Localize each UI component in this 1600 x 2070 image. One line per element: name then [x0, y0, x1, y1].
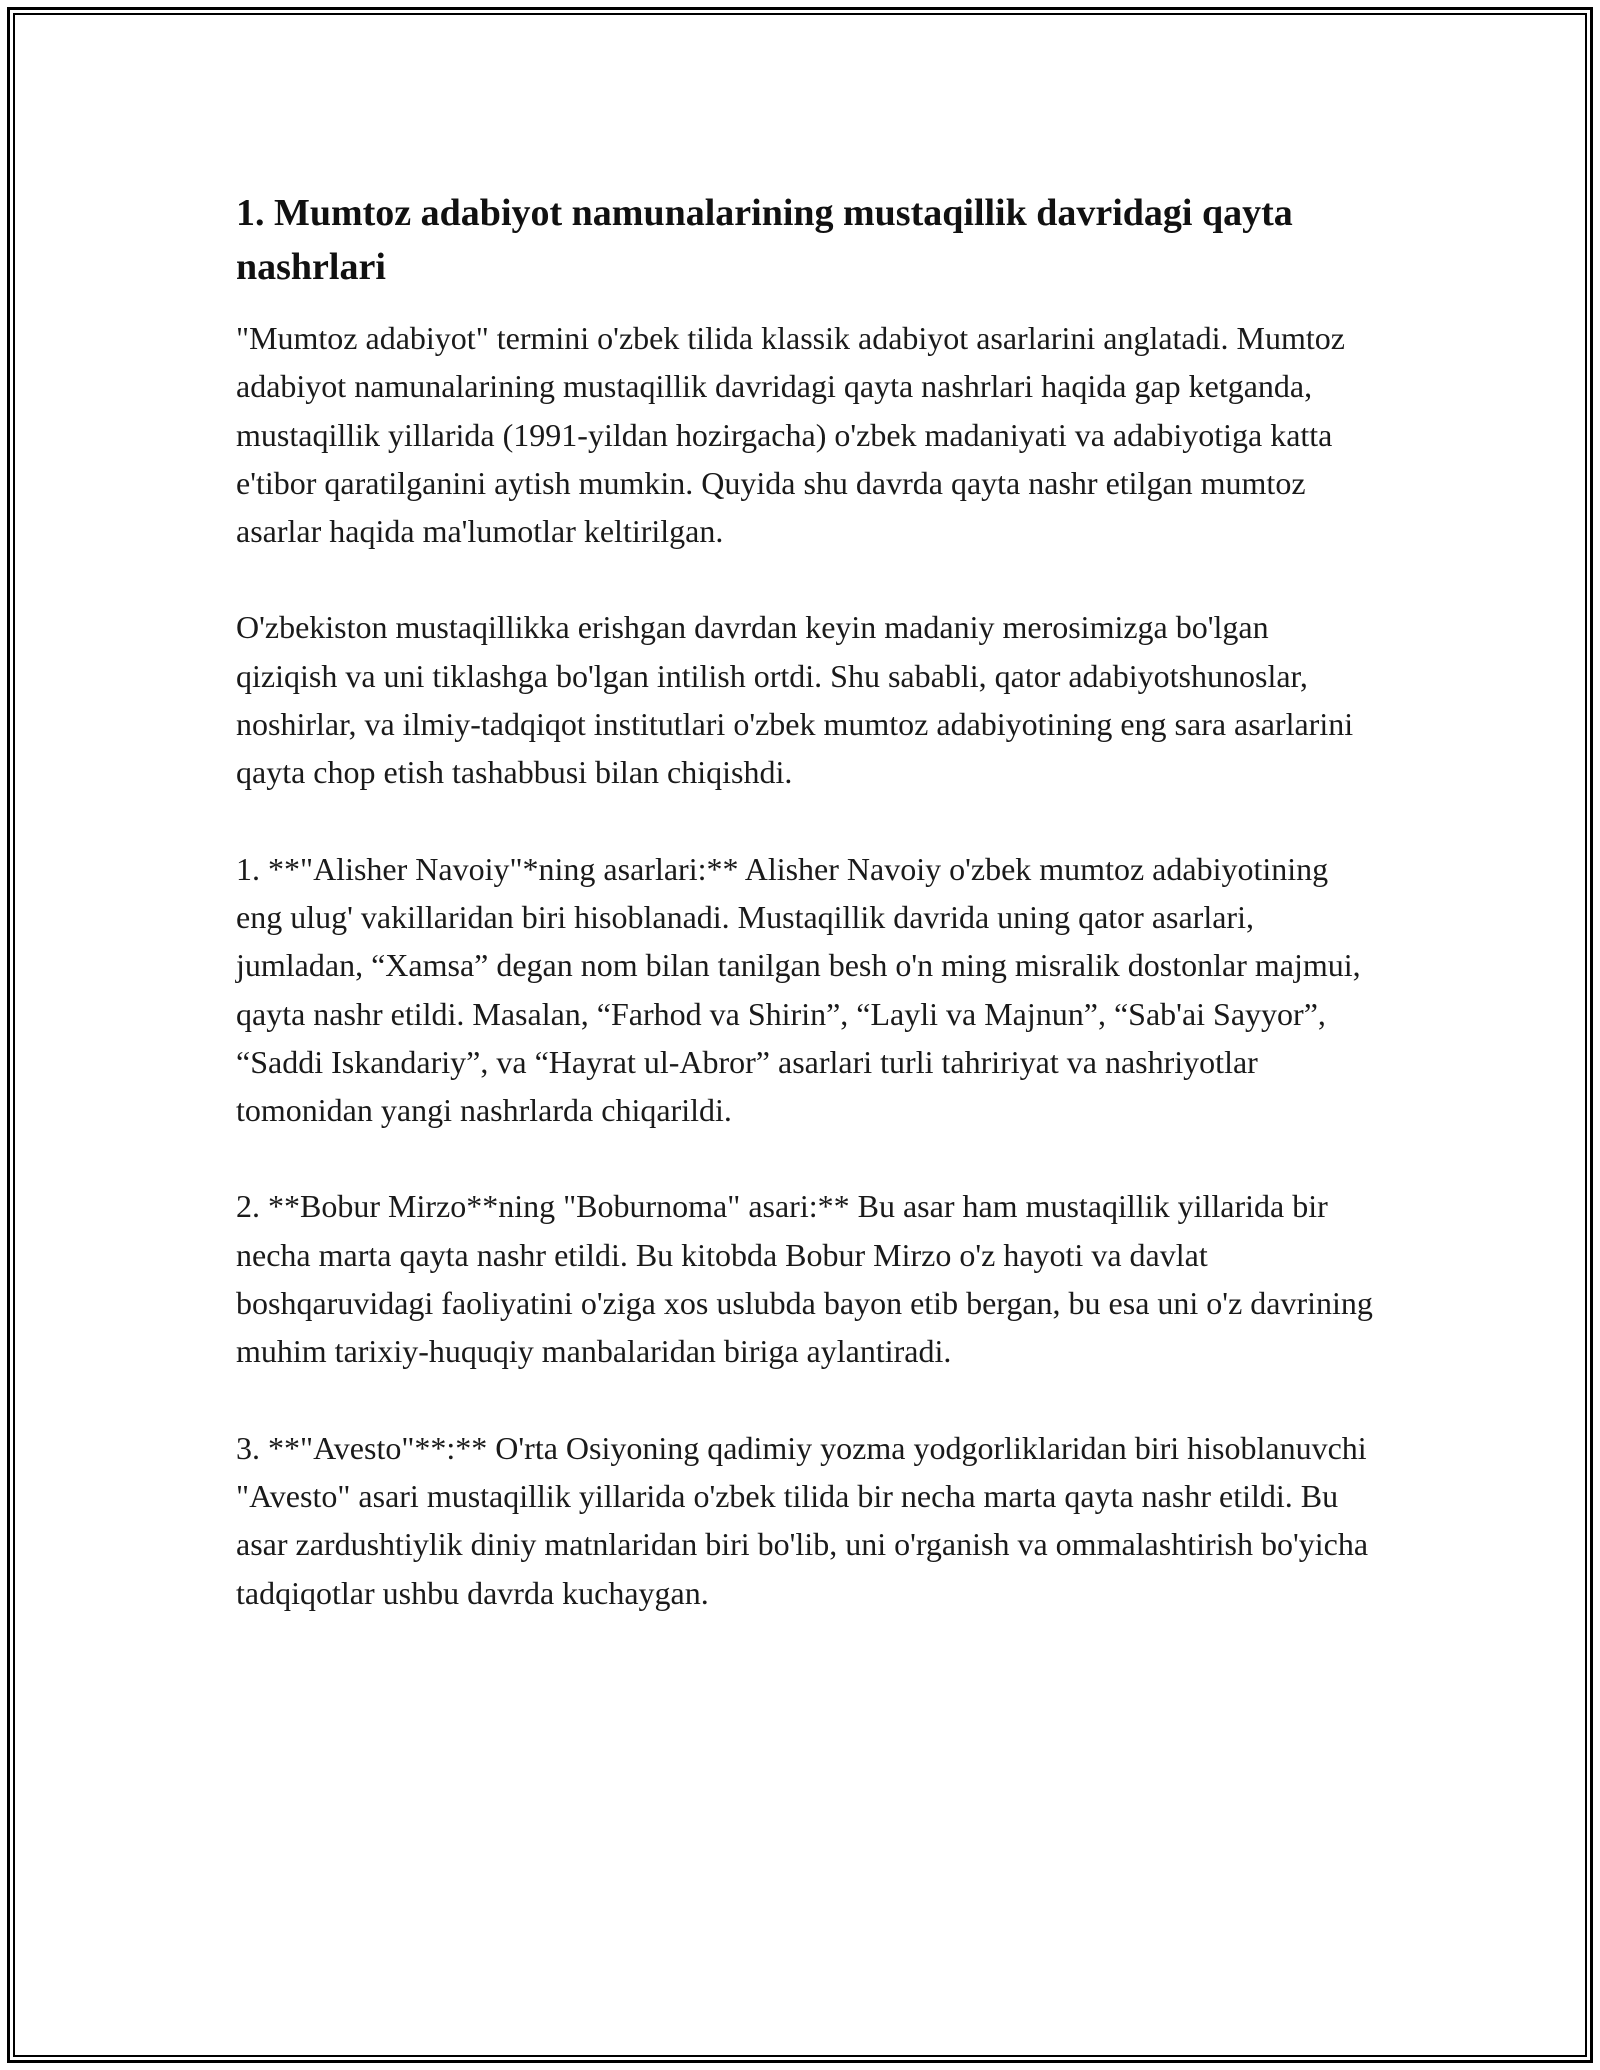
- section-heading: 1. Mumtoz adabiyot namunalarining mustaqillik davridagi qayta nashrlari: [236, 192, 1293, 288]
- document-content: [236, 186, 1376, 1665]
- paragraph-context: O'zbekiston mustaqillikka erishgan davrdan keyin madaniy merosimizga bo'lgan qiziqish va uni tiklashga bo'lgan intilish ortdi. Shu sababli, qator adabiyotshunoslar, noshirlar, va ilmiy-tadqiqot institutlari o'zbek mumtoz adabiyotining eng sara asarlarini qayta chop etish tashabbusi bilan chiqishdi.: [236, 609, 1354, 791]
- paragraph-item-navoiy: 1. **"Alisher Navoiy"*ning asarlari:** Alisher Navoiy o'zbek mumtoz adabiyotining eng ulug' vakillaridan biri hisoblanadi. Mustaqillik davrida uning qator asarlari, jumladan, “Xamsa” degan nom bilan tanilgan besh o'n ming misralik dostonlar majmui, qayta nashr etildi. Masalan, “Farhod va Shirin”, “Layli va Majnun”, “Sab'ai Sayyor”, “Saddi Iskandariy”, va “Hayrat ul-Abror” asarlari turli tahririyat va nashriyotlar tomonidan yangi nashrlarda chiqarildi.: [236, 850, 1361, 1129]
- paragraph-item-bobur: 2. **Bobur Mirzo**ning "Boburnoma" asari:** Bu asar ham mustaqillik yillarida bir necha marta qayta nashr etildi. Bu kitobda Bobur Mirzo o'z hayoti va davlat boshqaruvidagi faoliyatini o'ziga xos uslubda bayon etib bergan, bu esa uni o'z davrining muhim tarixiy-huquqiy manbalaridan biriga aylantiradi.: [236, 1188, 1373, 1370]
- paragraph-item-avesto: 3. **"Avesto"**:** O'rta Osiyoning qadimiy yozma yodgorliklaridan biri hisoblanuvchi "Avesto" asari mustaqillik yillarida o'zbek tilida bir necha marta qayta nashr etildi. Bu asar zardushtiylik diniy matnlaridan biri bo'lib, uni o'rganish va ommalashtirish bo'yicha tadqiqotlar ushbu davrda kuchaygan.: [236, 1429, 1369, 1611]
- paragraph-intro: "Mumtoz adabiyot" termini o'zbek tilida klassik adabiyot asarlarini anglatadi. Mumtoz adabiyot namunalarining mustaqillik davridagi qayta nashrlari haqida gap ketganda, mustaqillik yillarida (1991-yildan hozirgacha) o'zbek madaniyati va adabiyotiga katta e'tibor qaratilganini aytish mumkin. Quyida shu davrda qayta nashr etilgan mumtoz asarlar haqida ma'lumotlar keltirilgan.: [236, 320, 1345, 550]
